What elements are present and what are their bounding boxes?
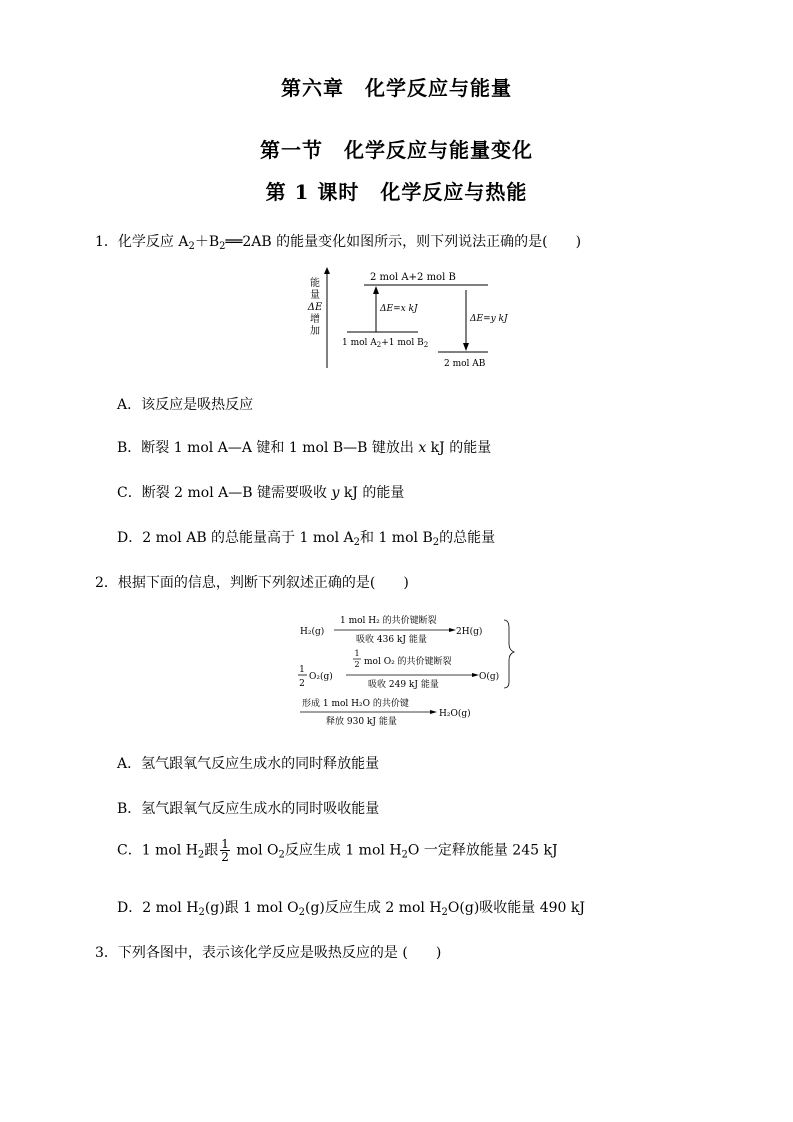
axis-label-char: ΔE bbox=[307, 302, 323, 313]
svg-text:1: 1 bbox=[299, 665, 305, 675]
lesson-title: 第 1 课时 化学反应与热能 bbox=[265, 180, 528, 204]
row3-top: 形成 1 mol H₂O 的共价键 bbox=[302, 699, 409, 709]
right-arrow-label: ΔE=y kJ bbox=[470, 314, 508, 324]
question-2-stem: 2．根据下面的信息，判断下列叙述正确的是( ) bbox=[95, 575, 409, 591]
row2-right: O(g) bbox=[479, 672, 500, 682]
row1-right: 2H(g) bbox=[456, 627, 483, 637]
axis-label-char: 增 bbox=[310, 314, 320, 325]
axis-label-char: 量 bbox=[310, 290, 320, 301]
question-1-stem: 1．化学反应 $A_2+B_2══2AB$ 的能量变化如图所示，则下列说法正确的是( ) bbox=[95, 234, 582, 252]
q1-option-b[interactable]: B．断裂 1 mol A—A 键和 1 mol B—B 键放出 x kJ 的能量 bbox=[117, 440, 492, 456]
energy-diagram bbox=[300, 266, 508, 374]
top-level-label: 2 mol A+2 mol B bbox=[370, 272, 456, 283]
q1-option-d[interactable]: D．2 mol AB 的总能量高于 1 mol $A_2$和 1 mol $B_2$的总能量 bbox=[117, 530, 496, 548]
q2-option-b[interactable]: B．氢气跟氧气反应生成水的同时吸收能量 bbox=[117, 801, 380, 817]
question-3-stem: 3．下列各图中，表示该化学反应是吸热反应的是 ( ) bbox=[95, 945, 442, 961]
fraction-half: $\frac{1}{2}$ bbox=[221, 837, 229, 864]
svg-text:2: 2 bbox=[354, 660, 360, 669]
svg-text:2: 2 bbox=[299, 679, 305, 689]
bottom-level-label: 2 mol AB bbox=[444, 359, 486, 369]
q1-option-a[interactable]: A．该反应是吸热反应 bbox=[117, 397, 254, 413]
row2-left: O₂(g) bbox=[309, 672, 333, 682]
chapter-title: 第六章 化学反应与能量 bbox=[281, 76, 512, 100]
left-arrow-label: ΔE=x kJ bbox=[380, 304, 418, 314]
svg-text:1: 1 bbox=[354, 649, 360, 658]
middle-level-label: 1 mol $A_2+1$ mol $B_2$ bbox=[342, 338, 429, 349]
row2-bottom: 吸收 249 kJ 能量 bbox=[368, 680, 439, 690]
q2-option-c[interactable]: C．1 mol $H_2$跟 $\frac{1}{2}$ mol $O_2$反应生成 1 mol $H_2O$ 一定释放能量 245 kJ bbox=[117, 837, 558, 864]
section-title: 第一节 化学反应与能量变化 bbox=[260, 138, 533, 162]
row1-bottom: 吸收 436 kJ 能量 bbox=[356, 635, 427, 645]
row2-top: mol O₂ 的共价键断裂 bbox=[364, 657, 452, 667]
bond-energy-scheme bbox=[296, 608, 521, 730]
axis-label-char: 能 bbox=[310, 278, 320, 289]
q2-option-a[interactable]: A．氢气跟氧气反应生成水的同时释放能量 bbox=[117, 756, 380, 772]
q1-option-c[interactable]: C．断裂 2 mol A—B 键需要吸收 y kJ 的能量 bbox=[117, 485, 405, 501]
row3-bottom: 释放 930 kJ 能量 bbox=[326, 717, 397, 727]
axis-label-char: 加 bbox=[310, 326, 320, 337]
row1-left: H₂(g) bbox=[300, 627, 325, 637]
q2-option-d[interactable]: D．2 mol $H_2(g)$跟 1 mol $O_2(g)$反应生成 2 mol $H_2O(g)$吸收能量 490 kJ bbox=[117, 900, 586, 918]
row3-right: H₂O(g) bbox=[439, 709, 471, 719]
row1-top: 1 mol H₂ 的共价键断裂 bbox=[340, 616, 437, 626]
